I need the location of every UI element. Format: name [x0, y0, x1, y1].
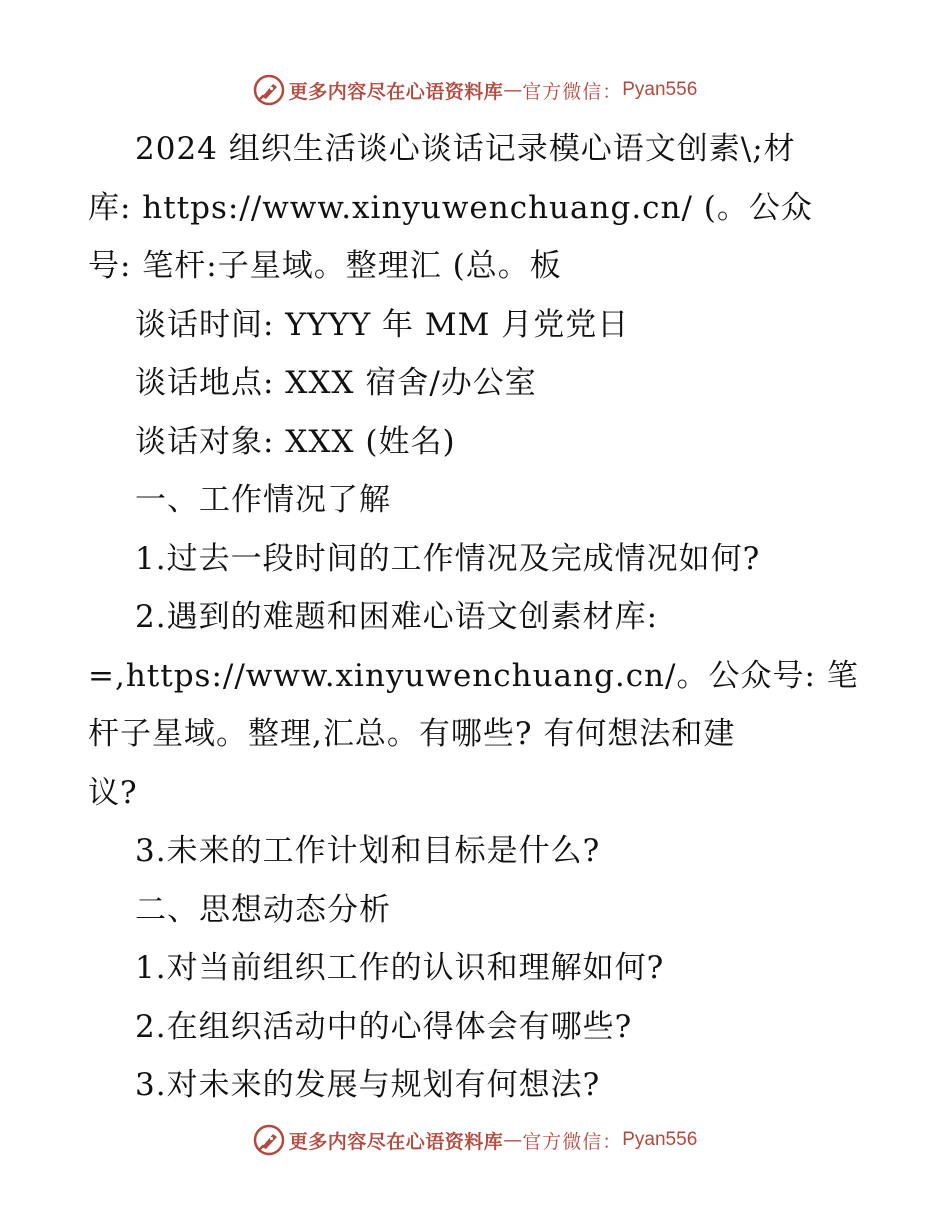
footer-watermark: [0, 1122, 950, 1158]
thought-question-2: 2.在组织活动中的心得体会有哪些?: [135, 1008, 633, 1045]
watermark-official-label: 官方微信：: [522, 80, 623, 103]
pen-nib-logo-icon: [253, 1124, 285, 1156]
work-question-3: 3.未来的工作计划和目标是什么?: [135, 833, 601, 869]
talk-time-line: 谈话时间: YYYY 年 MM 月党党日: [135, 306, 630, 343]
work-question-2-line-1: 2.遇到的难题和困难心语文创素材库:: [135, 599, 659, 635]
watermark-id: Pyan556: [622, 1129, 698, 1150]
talk-subject-line: 谈话对象: XXX (姓名): [135, 423, 456, 460]
watermark-separator: —: [503, 1129, 523, 1151]
section-heading-thought: 二、思想动态分析: [135, 891, 391, 928]
watermark-brand: 更多内容尽在心语资料库: [288, 1130, 504, 1153]
work-question-2-line-3: 杆子星域。整理,汇总。有哪些? 有何想法和建: [88, 716, 736, 752]
section-heading-work: 一、工作情况了解: [135, 482, 391, 518]
watermark-official-label: 官方微信：: [522, 1130, 623, 1153]
thought-question-3: 3.对未来的发展与规划有何想法?: [135, 1067, 601, 1103]
work-question-2-line-4: 议?: [88, 774, 138, 811]
document-body: [88, 120, 868, 1115]
thought-question-1: 1.对当前组织工作的认识和理解如何?: [135, 950, 665, 986]
document-title-line-2: 库: https://www.xinyuwenchuang.cn/ (。公众: [88, 189, 813, 226]
document-title-line-3: 号: 笔杆:子星域。整理汇 (总。板: [88, 248, 562, 284]
work-question-2-line-2: =,https://www.xinyuwenchuang.cn/。公众号: 笔: [88, 657, 859, 694]
work-question-1: 1.过去一段时间的工作情况及完成情况如何?: [135, 540, 761, 577]
talk-location-line: 谈话地点: XXX 宿舍/办公室: [135, 365, 537, 401]
header-watermark: [0, 72, 950, 108]
watermark-separator: —: [503, 79, 523, 101]
pen-nib-logo-icon: [253, 74, 285, 106]
document-title-line-1: 2024 组织生活谈心谈话记录模心语文创素\;材: [135, 131, 796, 167]
watermark-brand: 更多内容尽在心语资料库: [288, 80, 504, 103]
watermark-id: Pyan556: [622, 79, 698, 100]
